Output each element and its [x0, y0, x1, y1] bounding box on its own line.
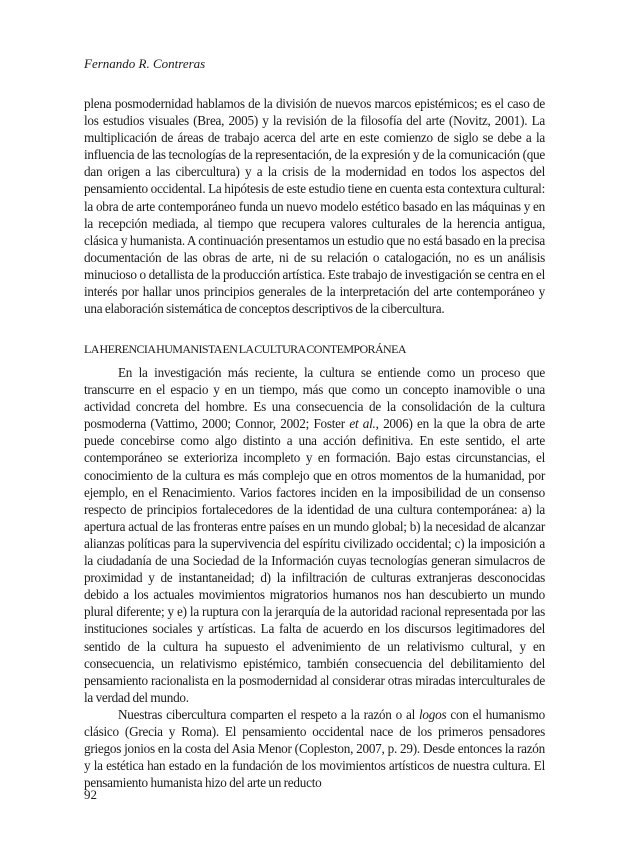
paragraph-cyberculture-part2: con el humanismo clásico (Grecia y Roma). El pensamiento occidental nace de los primeros pensadores griegos jonios en la costa del Asia Menor (Copleston, 2007, p. 29). Desde entonces la razón y la estética han estado en la fundación de los movimientos artísticos de nuestra cultura. El pensamiento humanista hizo del arte un reducto: [84, 706, 545, 791]
body-text-section: [84, 364, 545, 791]
page-number: 92: [84, 787, 97, 802]
paragraph-cyberculture-italic: logos: [419, 706, 447, 722]
paragraph-cyberculture: [84, 706, 545, 791]
running-header: Fernando R. Contreras: [84, 56, 206, 71]
paragraph-cyberculture-part1: Nuestras cibercultura comparten el respeto a la razón o al: [118, 706, 420, 722]
paragraph-culture: [84, 364, 545, 706]
intro-paragraph: plena posmodernidad hablamos de la división de nuevos marcos epistémicos; es el caso de los estudios visuales (Brea, 2005) y la revisión de la filosofía del arte (Novitz, 2001). La multiplicación de áreas de trabajo acerca del arte en este comienzo de siglo se debe a la influencia de las tecnologías de la representación, de la expresión y de la comunicación (que dan origen a las cibercultura) y a la crisis de la modernidad en todos los aspectos del pensamiento occidental. La hipótesis de este estudio tiene en cuenta esta contextura cultural: la obra de arte contemporáneo funda un nuevo modelo estético basado en las máquinas y en la recepción mediada, al tiempo que recupera valores culturales de la herencia antigua, clásica y humanista. A continuación presentamos un estudio que no está basado en la precisa documentación de las obras de arte, ni de su relación o catalogación, no es un análisis minucioso o detallista de la producción artística. Este trabajo de investigación se centra en el interés por hallar unos principios generales de la interpretación del arte contemporáneo y una elaboración sistemática de conceptos descriptivos de la cibercultura.: [84, 96, 545, 317]
body-text-intro: [84, 95, 545, 317]
section-heading: LA HERENCIA HUMANISTA EN LA CULTURA CONTEMPORÁNEA: [84, 342, 406, 356]
paragraph-culture-part2: , 2006) en la que la obra de arte puede concebirse como algo distinto a una acción definitiva. En este sentido, el arte contemporáneo se exterioriza incompleto y en formación. Bajo estas circunstancias, el conocimiento de la cultura es más complejo que en otros momentos de la humanidad, por ejemplo, en el Renacimiento. Varios factores inciden en la imposibilidad de un consenso respecto de principios fortalecedores de la identidad de una cultura contemporánea: a) la apertura actual de las fronteras entre países en un mundo global; b) la necesidad de alcanzar alianzas políticas para la supervivencia del espíritu civilizado occidental; c) la imposición a la ciudadanía de una Sociedad de la Información cuyas tecnologías generan simulacros de proximidad y de instantaneidad; d) la infiltración de culturas extranjeras desconocidas debido a los actuales movimientos migratorios humanos nos han descubierto un mundo plural diferente; y e) la ruptura con la jerarquía de la autoridad racional representada por las instituciones sociales y artísticas. La falta de acuerdo en los discursos legitimadores del sentido de la cultura ha supuesto el advenimiento de un relativismo cultural, y en consecuencia, un relativismo epistémico, también consecuencia del debilitamiento del pensamiento racionalista en la posmodernidad al considerar otras miradas interculturales de la verdad del mundo.: [84, 416, 545, 705]
paragraph-culture-part1: En la investigación más reciente, la cultura se entiende como un proceso que transcurre en el espacio y en un tiempo, más que como un concepto inamovible o una actividad concreta del hombre. Es una consecuencia de la consolidación de la cultura posmoderna (Vattimo, 2000; Connor, 2002; Foster: [84, 365, 545, 432]
paragraph-culture-italic: et al.: [349, 416, 376, 432]
